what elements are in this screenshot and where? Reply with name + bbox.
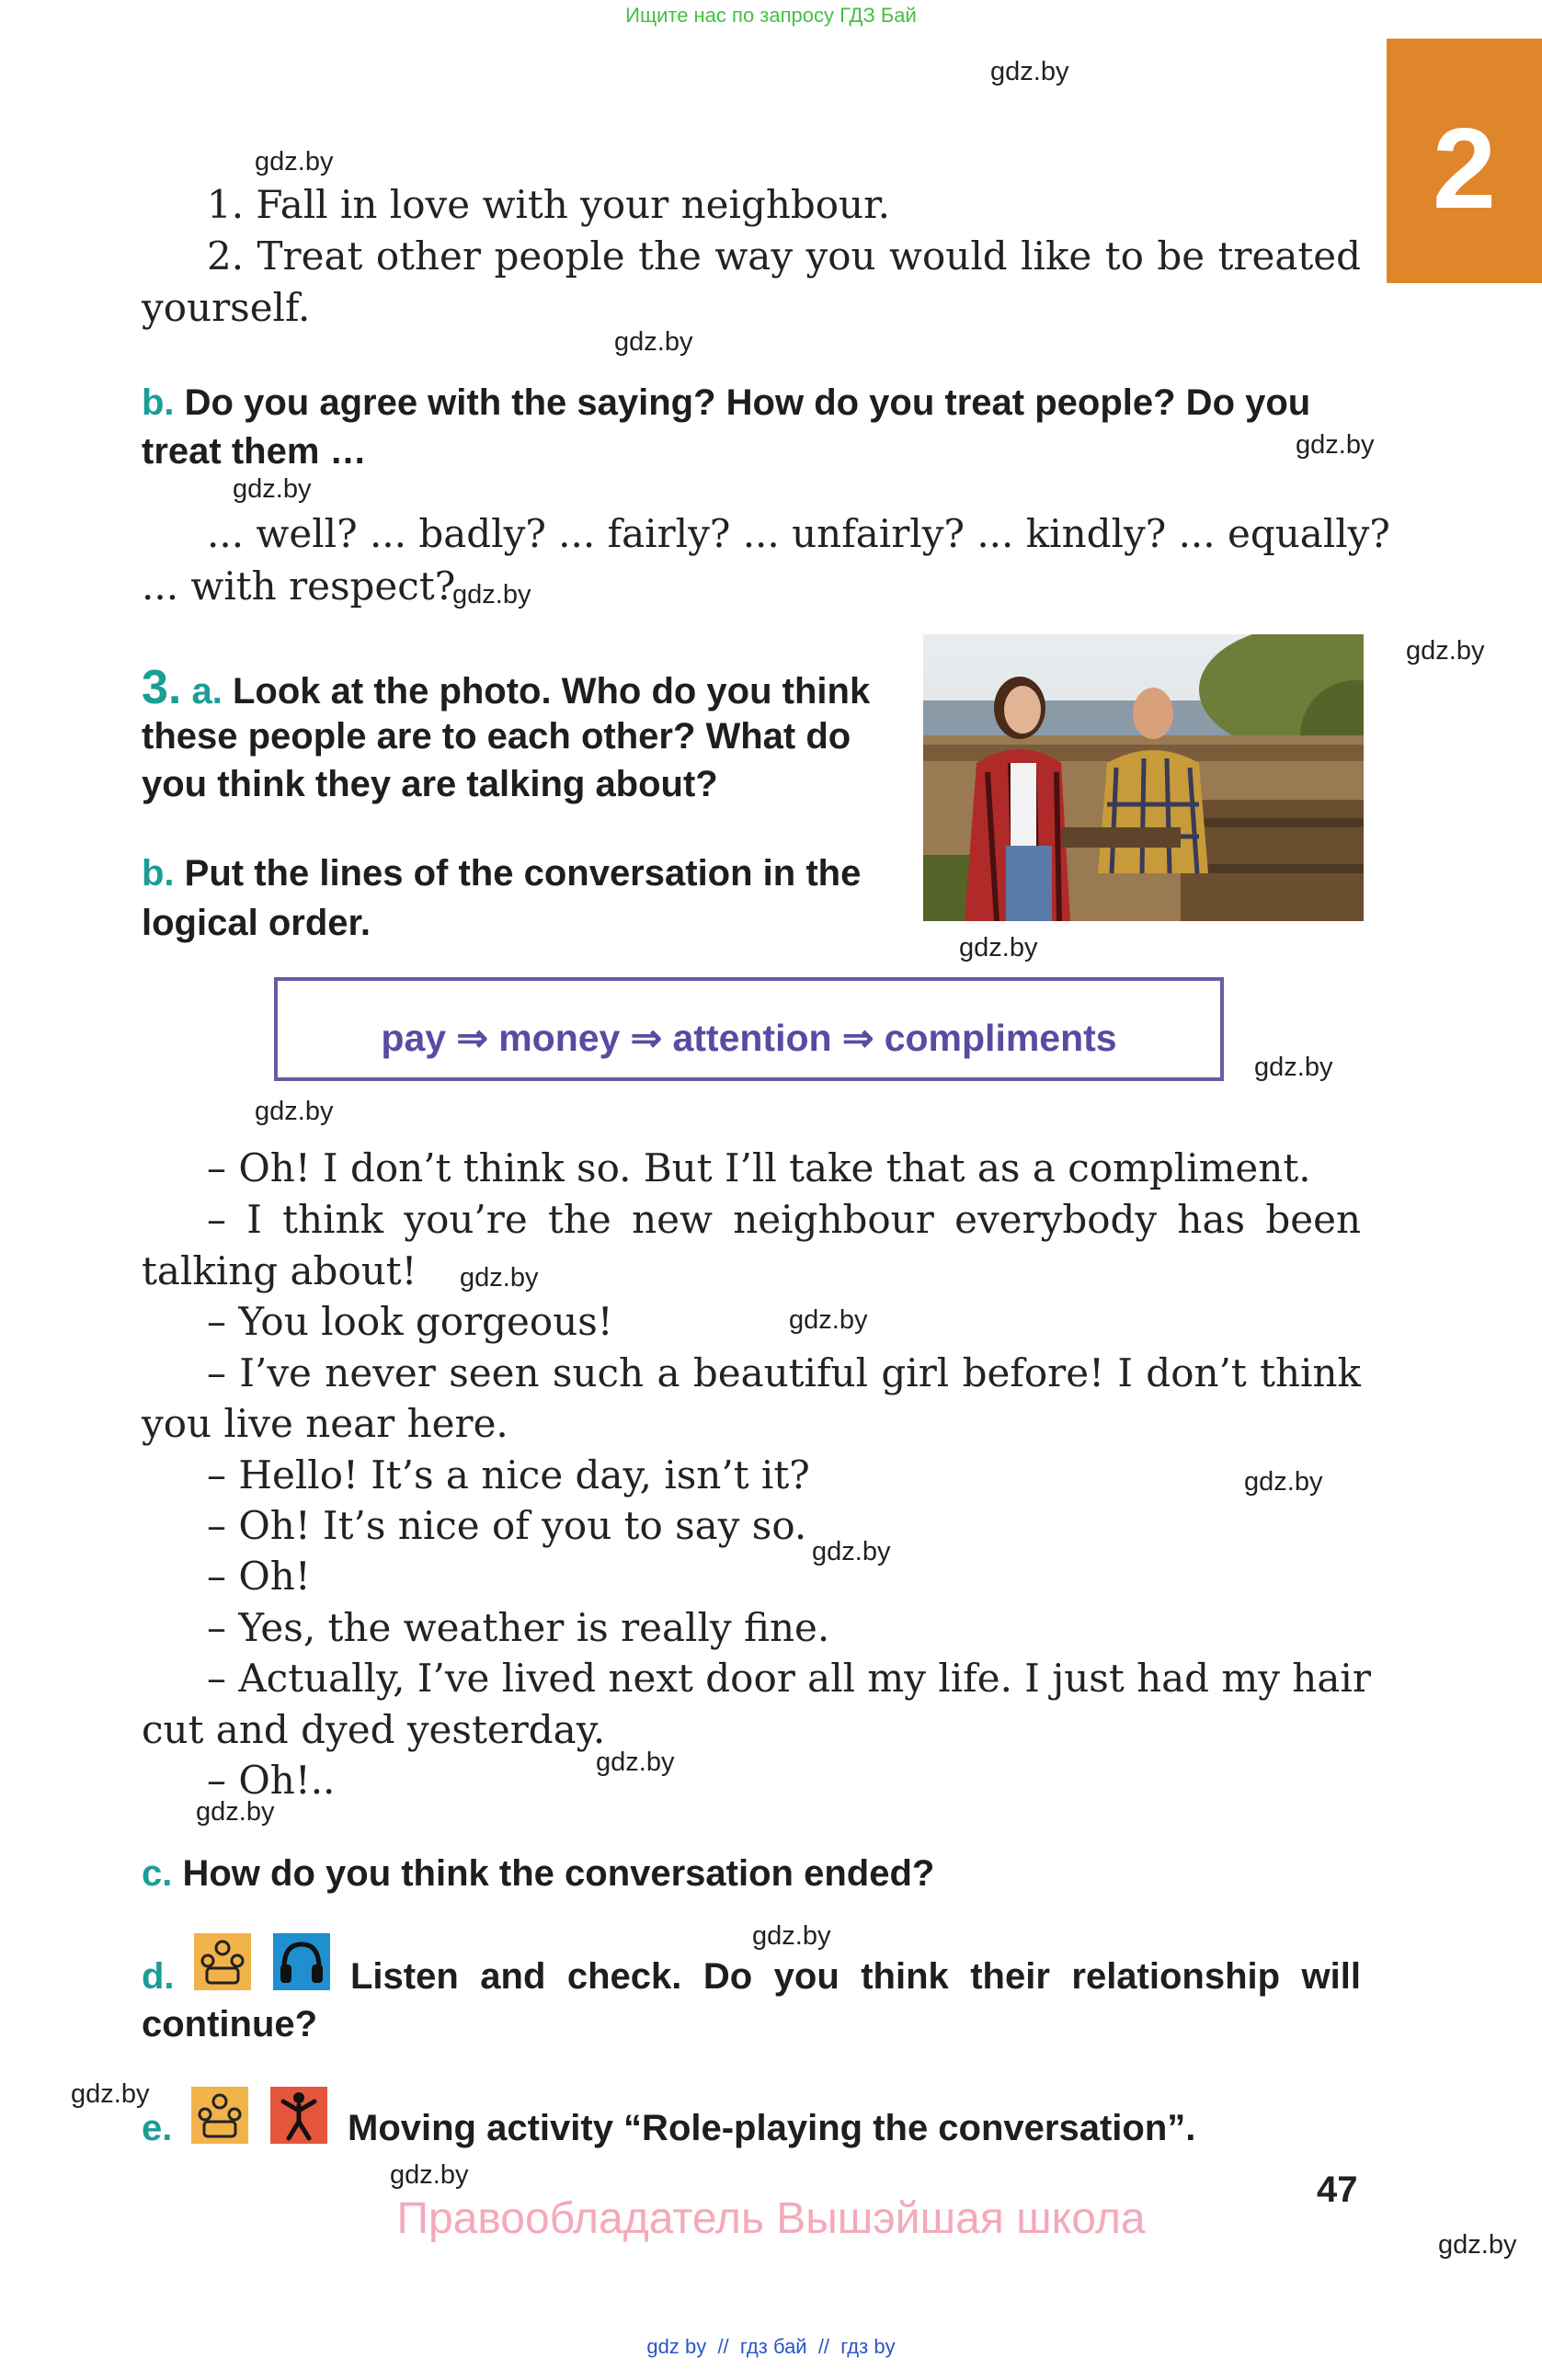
dialogue-line: – You look gorgeous! (207, 1299, 613, 1344)
watermark: gdz.by (596, 1748, 675, 1777)
moving-activity-icon (270, 2087, 327, 2144)
rule-2-cont: yourself. (142, 285, 311, 330)
footer-links: gdz by // гдз бай // гдз by (646, 2335, 896, 2358)
watermark: gdz.by (1296, 430, 1375, 460)
task-3a-line2: these people are to each other? What do (142, 716, 851, 757)
task-2b-line2: treat them … (142, 431, 367, 472)
watermark: gdz.by (71, 2079, 150, 2109)
watermark: gdz.by (614, 327, 693, 357)
dialogue-line: you live near here. (142, 1401, 508, 1446)
watermark: gdz.by (255, 1097, 334, 1126)
rule-2: 2. Treat other people the way you would like to be treated (207, 233, 1361, 279)
dialogue-line: – Actually, I’ve lived next door all my life. I just had my hair (207, 1656, 1371, 1701)
task-letter-a: a. (191, 671, 223, 712)
page-number: 47 (1317, 2169, 1358, 2210)
watermark: gdz.by (1254, 1053, 1333, 1082)
task-3c (142, 1853, 934, 1895)
task-3d-line1: Listen and check. Do you think their relationship will (350, 1956, 1361, 1997)
dialogue-line: – Oh! (207, 1554, 311, 1599)
dialogue-line: – Oh!.. (207, 1758, 336, 1803)
dialogue-line: – Hello! It’s a nice day, isn’t it? (207, 1452, 810, 1497)
task-letter-e: e. (142, 2108, 173, 2148)
task-3c-text: How do you think the conversation ended? (182, 1853, 935, 1894)
dialogue-line: cut and dyed yesterday. (142, 1707, 606, 1752)
watermark: gdz.by (452, 580, 531, 609)
task-letter-d: d. (142, 1956, 175, 1997)
task-3b-line1: Put the lines of the conversation in the (184, 853, 862, 894)
vocabulary-chain: pay ⇒ money ⇒ attention ⇒ compliments (381, 1017, 1117, 1059)
task-3e-text: Moving activity “Role-playing the conversation”. (348, 2108, 1196, 2148)
watermark: gdz.by (812, 1537, 891, 1566)
dialogue-line: – Oh! It’s nice of you to say so. (207, 1503, 807, 1548)
task-letter-b: b. (142, 853, 175, 894)
vocabulary-box (274, 977, 1224, 1081)
task-2b-line1: Do you agree with the saying? How do you treat people? Do you (184, 382, 1311, 423)
watermark: gdz.by (752, 1921, 831, 1951)
group-work-icon (194, 1933, 251, 1990)
dialogue-line: – Yes, the weather is really fine. (207, 1605, 830, 1650)
copyright-notice: Правообладатель Вышэйшая школа (396, 2194, 1146, 2243)
watermark: gdz.by (990, 57, 1069, 86)
watermark: gdz.by (255, 147, 334, 177)
dialogue-line: – I think you’re the new neighbour everybody has been (207, 1197, 1361, 1242)
task-letter-b: b. (142, 382, 175, 423)
rule-1: 1. Fall in love with your neighbour. (207, 182, 890, 227)
conversation-photo (923, 634, 1364, 921)
watermark: gdz.by (390, 2160, 469, 2190)
task-3b (142, 853, 861, 894)
headphones-icon (273, 1933, 330, 1990)
top-banner: Ищите нас по запросу ГДЗ Бай (625, 4, 917, 27)
task-3a-line3: you think they are talking about? (142, 764, 718, 804)
task-2b (142, 382, 1310, 424)
chapter-tab (1387, 39, 1542, 283)
watermark: gdz.by (1406, 636, 1485, 666)
watermark: gdz.by (460, 1263, 539, 1292)
watermark: gdz.by (959, 933, 1038, 962)
dialogue-line: – Oh! I don’t think so. But I’ll take that as a compliment. (207, 1145, 1311, 1190)
watermark: gdz.by (233, 474, 312, 504)
watermark: gdz.by (196, 1797, 275, 1827)
dialogue-line: – I’ve never seen such a beautiful girl before! I don’t think (207, 1350, 1361, 1395)
photo-illustration (923, 634, 1364, 921)
chapter-number: 2 (1433, 106, 1496, 233)
dialogue-line: talking about! (142, 1248, 417, 1293)
task-letter-c: c. (142, 1853, 173, 1894)
group-work-icon (191, 2087, 248, 2144)
watermark: gdz.by (1438, 2230, 1517, 2260)
task-3a (142, 660, 870, 715)
task-3d-line2: continue? (142, 2004, 318, 2044)
watermark: gdz.by (1244, 1467, 1323, 1497)
task-3b-line2: logical order. (142, 903, 371, 943)
task-3a-line1: Look at the photo. Who do you think (232, 671, 871, 712)
exercise-number: 3. (142, 661, 182, 714)
watermark: gdz.by (789, 1305, 868, 1335)
options-line2: ... with respect? (142, 564, 456, 609)
options-line1: ... well? ... badly? ... fairly? ... unfairly? ... kindly? ... equally? (207, 511, 1390, 556)
